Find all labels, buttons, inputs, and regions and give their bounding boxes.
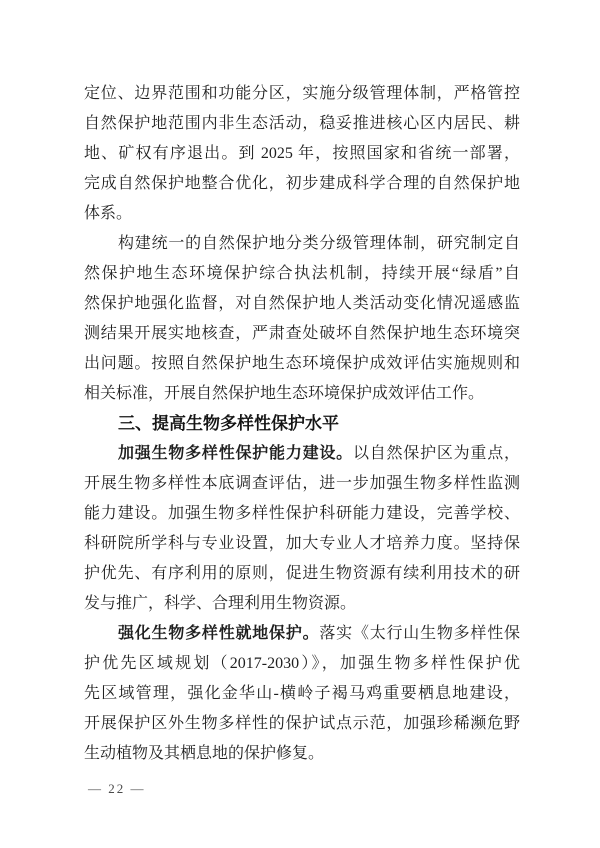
text-line: 科研院所学科与专业设置，加大专业人才培养力度。坚持保 bbox=[84, 535, 520, 552]
text-line: 开展生物多样性本底调查评估，进一步加强生物多样性监测 bbox=[84, 475, 520, 492]
document-content bbox=[84, 79, 520, 769]
text-line: 完成自然保护地整合优化，初步建成科学合理的自然保护地 bbox=[84, 175, 520, 192]
text-line: 加强生物多样性保护能力建设。以自然保护区为重点， bbox=[118, 445, 520, 462]
text-line: 然保护地生态环境保护综合执法机制，持续开展“绿盾”自 bbox=[84, 265, 520, 282]
text-line: 测结果开展实地核查，严肃查处破坏自然保护地生态环境突 bbox=[84, 325, 520, 342]
text-line: 相关标准，开展自然保护地生态环境保护成效评估工作。 bbox=[84, 385, 485, 402]
paragraph bbox=[84, 79, 520, 229]
text-line: 然保护地强化监督，对自然保护地人类活动变化情况遥感监 bbox=[84, 295, 520, 312]
paragraph bbox=[84, 619, 520, 769]
paragraph-lead-bold: 加强生物多样性保护能力建设。 bbox=[118, 445, 353, 462]
paragraph bbox=[84, 229, 520, 409]
text-line: 地、矿权有序退出。到 2025 年，按照国家和省统一部署， bbox=[84, 145, 520, 162]
text-line: 发与推广，科学、合理利用生物资源。 bbox=[84, 595, 357, 612]
text-line: 护优先区域规划（2017-2030）》，加强生物多样性保护优 bbox=[84, 655, 520, 672]
text-line: 生动植物及其栖息地的保护修复。 bbox=[84, 745, 325, 762]
text-line: 构建统一的自然保护地分类分级管理体制，研究制定自 bbox=[118, 235, 520, 252]
text-line: 自然保护地范围内非生态活动，稳妥推进核心区内居民、耕 bbox=[84, 115, 520, 132]
text-line: 开展保护区外生物多样性的保护试点示范，加强珍稀濒危野 bbox=[84, 715, 520, 732]
text-line: 先区域管理，强化金华山-横岭子褐马鸡重要栖息地建设， bbox=[84, 685, 520, 702]
text-line: 能力建设。加强生物多样性保护科研能力建设，完善学校、 bbox=[84, 505, 520, 522]
section-heading: 三、提高生物多样性保护水平 bbox=[118, 414, 339, 433]
text-line: 强化生物多样性就地保护。落实《太行山生物多样性保 bbox=[118, 625, 520, 642]
paragraph bbox=[84, 439, 520, 619]
page-number: — 22 — bbox=[88, 781, 146, 796]
text-line: 体系。 bbox=[84, 205, 133, 222]
text-line: 定位、边界范围和功能分区，实施分级管理体制，严格管控 bbox=[84, 85, 520, 102]
text-line: 护优先、有序利用的原则，促进生物资源有续利用技术的研 bbox=[84, 565, 520, 582]
text-line: 出问题。按照自然保护地生态环境保护成效评估实施规则和 bbox=[84, 355, 520, 372]
paragraph-lead-bold: 强化生物多样性就地保护。 bbox=[118, 625, 320, 642]
